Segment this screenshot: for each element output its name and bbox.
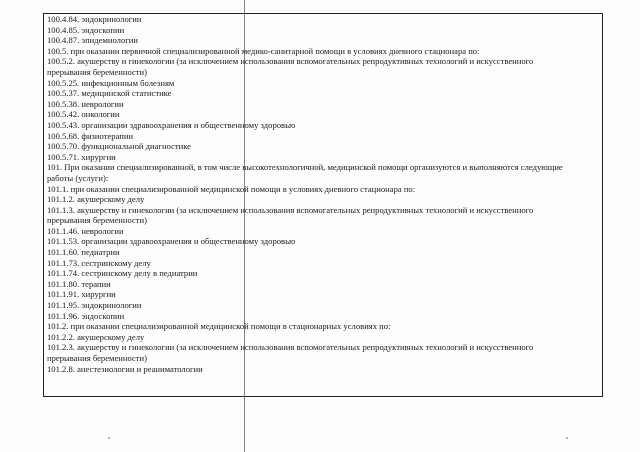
text-line: 101.1.80. терапии <box>47 278 111 289</box>
text-line: 101.1.60. педиатрии <box>47 247 120 258</box>
scan-speck <box>108 437 110 439</box>
text-line: 100.4.85. эндоскопии <box>47 24 125 35</box>
text-line: 100.5.71. хирургии <box>47 151 116 162</box>
text-line: 101.1.96. эндоскопии <box>47 310 125 321</box>
text-line: 101. При оказании специализированной, в том числе высокотехнологичной, медицинской помощи организуются и выполняются следующие <box>47 162 563 173</box>
text-line: 101.1.73. сестринскому делу <box>47 257 151 268</box>
license-services-list <box>47 14 599 374</box>
text-line: 101.1.91. хирургии <box>47 289 116 300</box>
text-line: 100.5.25. инфекционным болезням <box>47 77 175 88</box>
text-line: 101.2.3. акушерству и гинекологии (за исключением использования вспомогательных репродуктивных технологий и искусственного <box>47 342 534 353</box>
text-line: работы (услуги): <box>47 172 109 183</box>
text-line: 100.5.43. организации здравоохранения и общественному здоровью <box>47 119 296 130</box>
text-line: 101.1. при оказании специализированной медицинской помощи в условиях дневного стационара по: <box>47 183 416 194</box>
text-line: прерывания беременности) <box>47 66 148 77</box>
text-line: 100.5.68. физиотерапии <box>47 130 134 141</box>
text-line: 101.2. при оказании специализированной медицинской помощи в стационарных условиях по: <box>47 321 391 332</box>
text-line: 100.5. при оказании первичной специализированной медико-санитарной помощи в условиях дневного стационара по: <box>47 45 480 56</box>
text-line: 101.1.74. сестринскому делу в педиатрии <box>47 268 198 279</box>
text-line: 100.5.70. функциональной диагностике <box>47 141 191 152</box>
text-line: 100.5.38. неврологии <box>47 98 124 109</box>
text-line: 100.4.87. эпидемиологии <box>47 35 138 46</box>
text-line: 101.1.3. акушерству и гинекологии (за исключением использования вспомогательных репродуктивных технологий и искусственного <box>47 204 534 215</box>
text-line: прерывания беременности) <box>47 353 148 363</box>
text-line: 101.1.46. неврологии <box>47 225 124 236</box>
text-line: 100.5.37. медицинской статистике <box>47 88 172 99</box>
scan-speck <box>566 437 568 439</box>
text-line: прерывания беременности) <box>47 215 148 226</box>
text-line: 100.4.84. эндокринологии <box>47 14 142 24</box>
text-line: 100.5.42. онкологии <box>47 109 120 120</box>
text-line: 100.5.2. акушерству и гинекологии (за исключением использования вспомогательных репродуктивных технологий и искусственного <box>47 56 534 67</box>
text-line: 101.2.8. анестезиологии и реаниматологии <box>47 363 203 374</box>
text-line: 101.1.53. организации здравоохранения и общественному здоровью <box>47 236 296 247</box>
text-line: 101.1.2. акушерскому делу <box>47 194 145 205</box>
text-line: 101.1.95. эндокринологии <box>47 300 142 311</box>
text-line: 101.2.2. акушерскому делу <box>47 331 145 342</box>
